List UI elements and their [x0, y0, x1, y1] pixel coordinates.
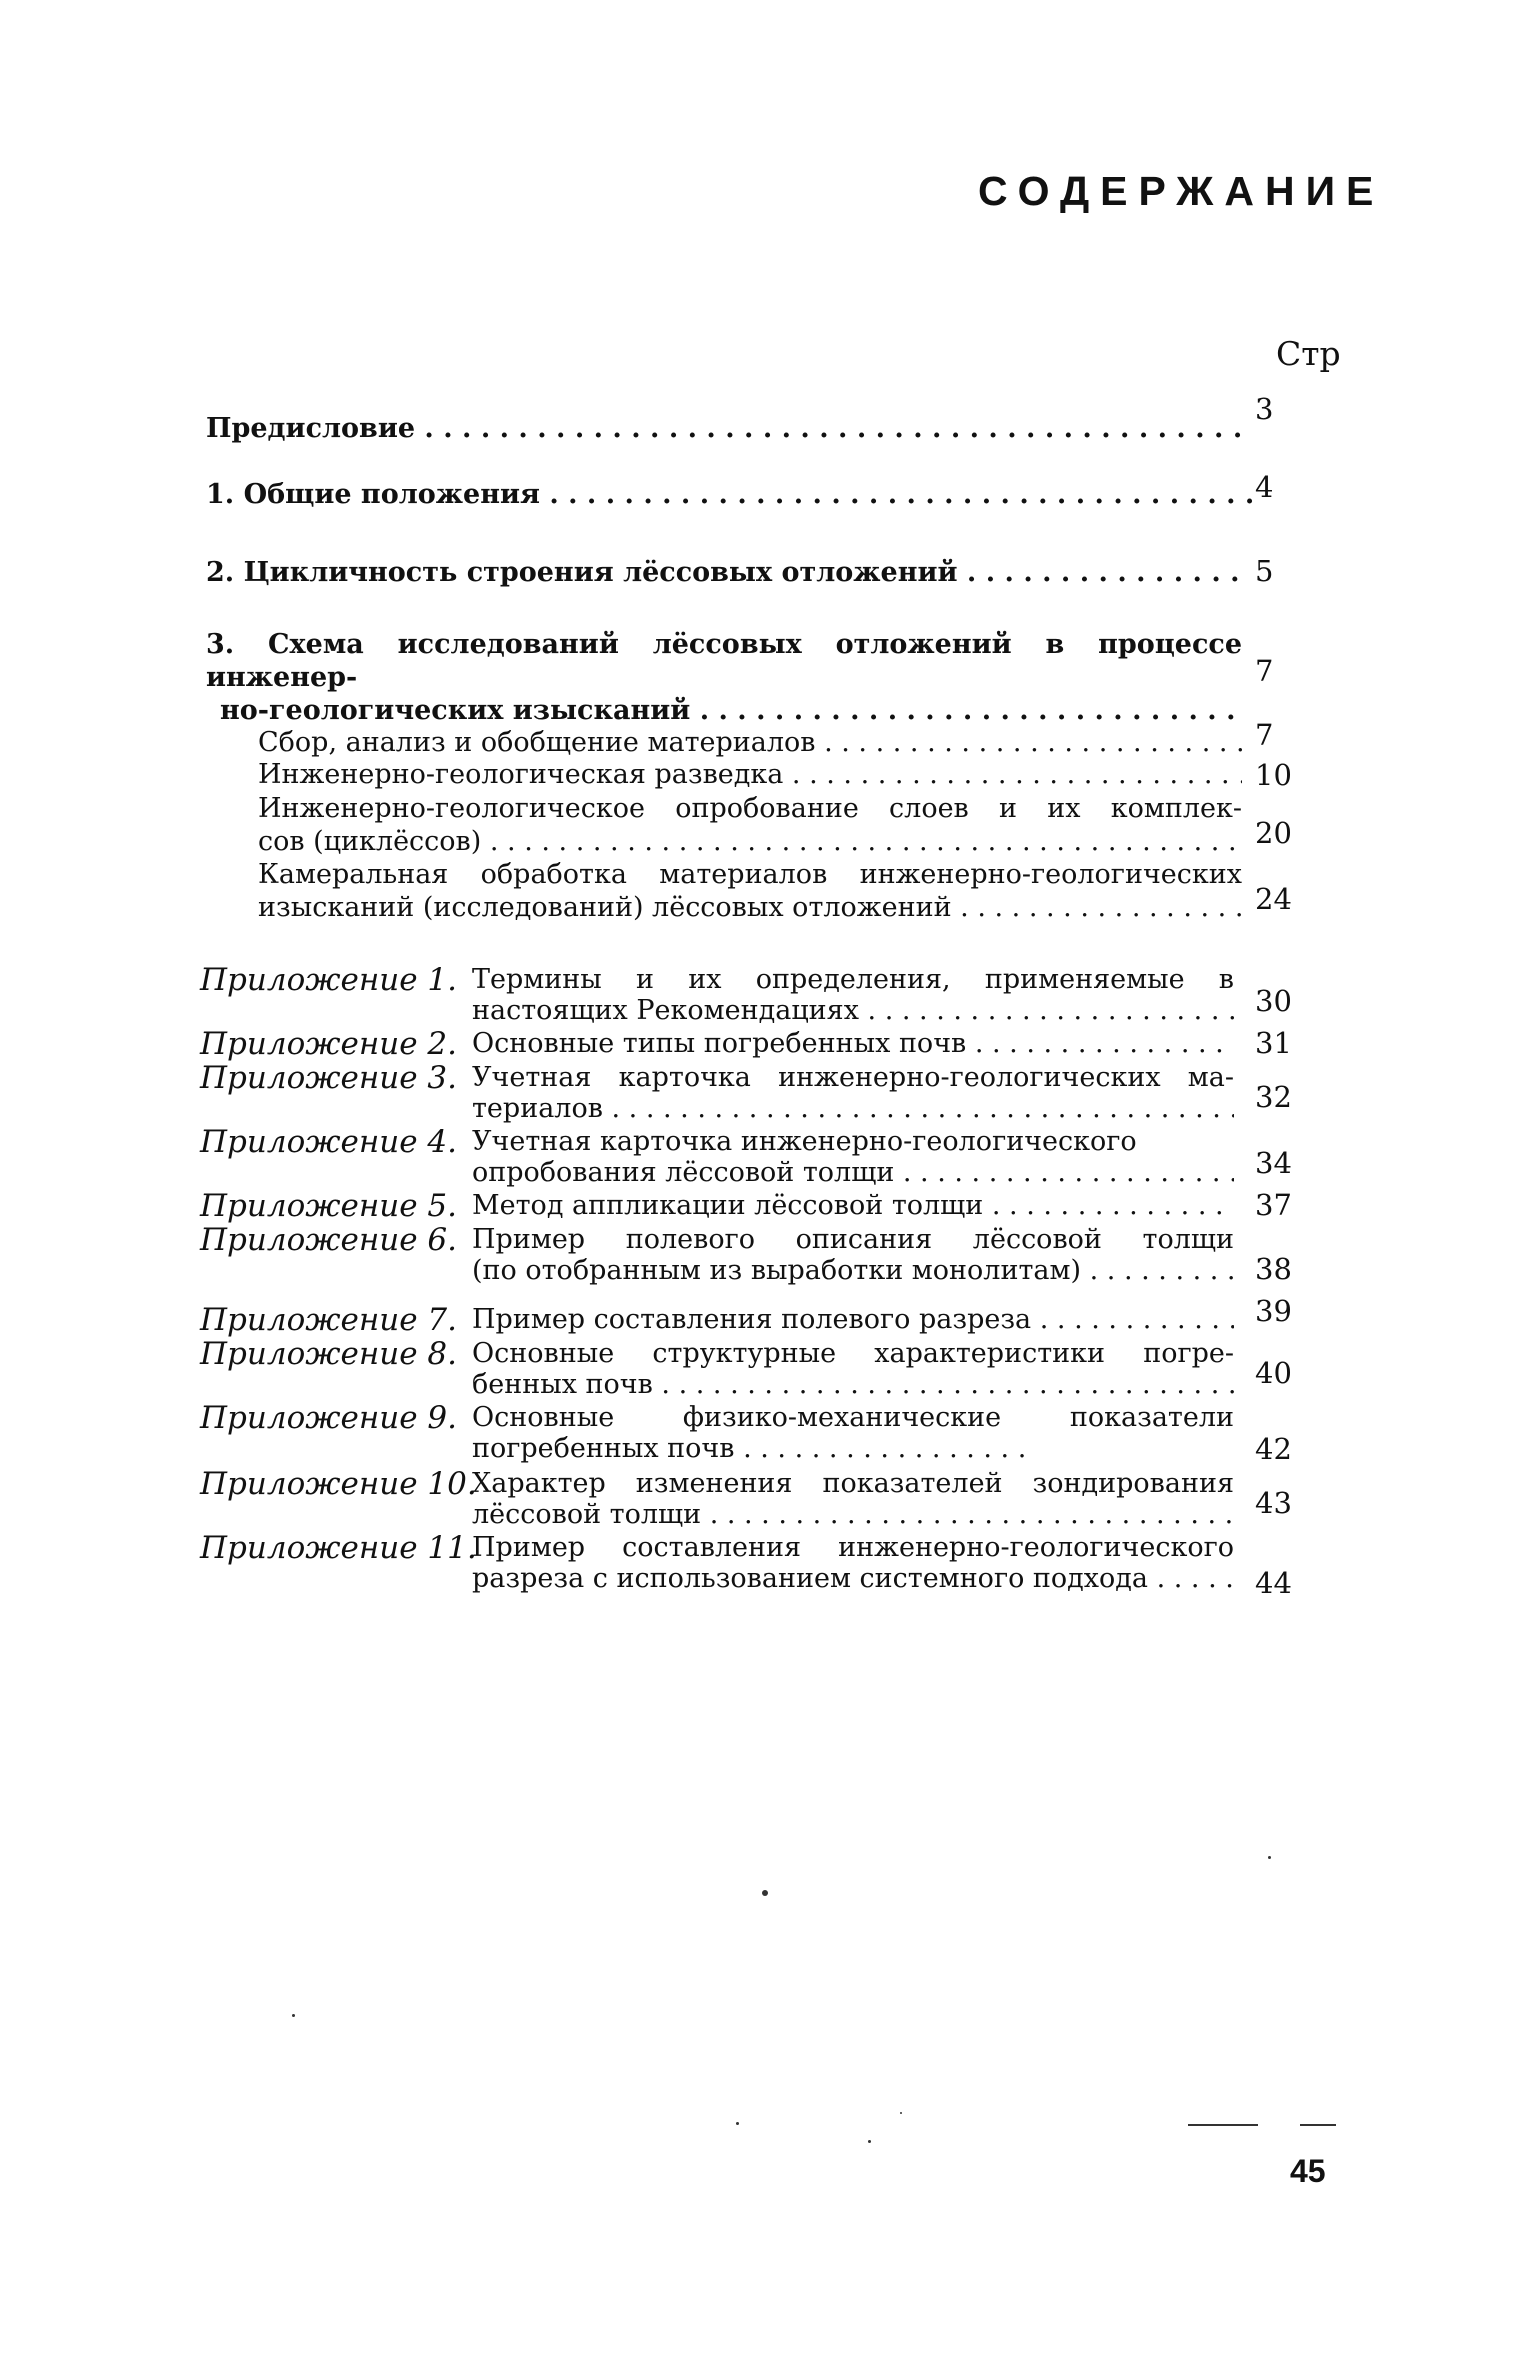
appendix-label: Приложение 4.: [200, 1124, 457, 1160]
scan-speck: [736, 2122, 739, 2125]
toc-entry-preface: [206, 412, 1242, 445]
appendix-label: Приложение 9.: [200, 1400, 457, 1436]
appendix-entry: [472, 1062, 1234, 1124]
entry-text: Камеральная обработка материалов инженерно-геологических: [258, 859, 1242, 890]
entry-text: но-геологических изысканий . . .: [220, 694, 1242, 727]
toc-page: 4: [1255, 470, 1274, 504]
entry-text: (по отобранным из выработки монолитам) . . .: [472, 1255, 1234, 1286]
toc-page: 37: [1255, 1188, 1292, 1222]
appendix-label: Приложение 8.: [200, 1336, 457, 1372]
entry-text: изысканий (исследований) лёссовых отложений . . .: [258, 891, 1242, 924]
scan-speck: [762, 1890, 768, 1896]
entry-text: настоящих Рекомендациях . . .: [472, 995, 1234, 1026]
entry-text: погребенных почв . . .: [472, 1433, 1032, 1464]
toc-page: 44: [1255, 1566, 1292, 1600]
appendix-entry: [472, 1126, 1234, 1188]
toc-subentry-desk: [258, 858, 1242, 924]
entry-text: разреза с использованием системного подхода . . .: [472, 1563, 1234, 1594]
appendix-entry: [472, 1028, 1234, 1059]
entry-text: Термины и их определения, применяемые в: [472, 964, 1234, 995]
toc-page: 34: [1255, 1146, 1292, 1180]
scan-speck: [868, 2140, 871, 2143]
entry-text: 2. Цикличность строения лёссовых отложений . . .: [206, 556, 1242, 589]
appendix-entry: [472, 1532, 1234, 1594]
toc-page: 31: [1255, 1026, 1292, 1060]
toc-entry-scheme: [206, 628, 1242, 727]
toc-page: 30: [1255, 984, 1292, 1018]
toc-subentry-exploration: [258, 758, 1242, 791]
toc-page: 7: [1255, 718, 1274, 752]
appendix-label: Приложение 10.: [200, 1466, 477, 1502]
entry-text: Основные типы погребенных почв . . .: [472, 1028, 1234, 1059]
appendix-label: Приложение 7.: [200, 1302, 457, 1338]
entry-text: Сбор, анализ и обобщение материалов . . .: [258, 726, 1242, 759]
entry-text: териалов . . .: [472, 1093, 1234, 1124]
toc-subentry-collection: [258, 726, 1242, 759]
entry-text: бенных почв . . .: [472, 1369, 1234, 1400]
appendix-entry: [472, 1402, 1234, 1464]
toc-page: 39: [1255, 1294, 1292, 1328]
toc-page: 38: [1255, 1252, 1292, 1286]
entry-text: Предисловие . . .: [206, 412, 1242, 445]
entry-text: Пример составления инженерно-геологического: [472, 1532, 1234, 1563]
entry-text: Характер изменения показателей зондирования: [472, 1468, 1234, 1499]
toc-page: 20: [1255, 816, 1292, 850]
page-column-header: Стр: [1276, 334, 1341, 373]
appendix-label: Приложение 6.: [200, 1222, 457, 1258]
appendix-entry: [472, 1468, 1234, 1530]
entry-text: Учетная карточка инженерно-геологических ма-: [472, 1062, 1234, 1093]
toc-page: 3: [1255, 392, 1274, 426]
entry-text: Пример полевого описания лёссовой толщи: [472, 1224, 1234, 1255]
toc-page: 24: [1255, 882, 1292, 916]
appendix-label: Приложение 3.: [200, 1060, 457, 1096]
entry-text: Основные физико-механические показатели: [472, 1402, 1234, 1433]
appendix-entry: [472, 1190, 1234, 1221]
appendix-entry: [472, 1338, 1234, 1400]
scan-speck: [900, 2112, 902, 2114]
scan-speck: [292, 2014, 295, 2017]
entry-text: Метод аппликации лёссовой толщи . . .: [472, 1190, 1234, 1221]
entry-text: Учетная карточка инженерно-геологического: [472, 1126, 1137, 1157]
entry-text: Инженерно-геологическая разведка . . .: [258, 758, 1242, 791]
appendix-label: Приложение 5.: [200, 1188, 457, 1224]
page-title: СОДЕРЖАНИЕ: [978, 168, 1385, 214]
toc-page: 42: [1255, 1432, 1292, 1466]
entry-text: 1. Общие положения . . .: [206, 478, 1258, 511]
entry-text: опробования лёссовой толщи . . .: [472, 1157, 1234, 1188]
appendix-entry: [472, 1304, 1234, 1335]
footer-rule-marks: [1188, 2113, 1338, 2133]
toc-entry-general: [206, 478, 1258, 511]
toc-page: 7: [1255, 654, 1274, 688]
entry-text: лёссовой толщи . . .: [472, 1499, 1234, 1530]
entry-text: сов (циклёссов) . . .: [258, 825, 1242, 858]
appendix-entry: [472, 964, 1234, 1026]
entry-text: Инженерно-геологическое опробование слоев и их комплек-: [258, 793, 1242, 824]
appendix-label: Приложение 11.: [200, 1530, 477, 1566]
toc-page: 32: [1255, 1080, 1292, 1114]
toc-page: 43: [1255, 1486, 1292, 1520]
entry-text: 3. Схема исследований лёссовых отложений в процессе инженер-: [206, 629, 1242, 693]
appendix-label: Приложение 2.: [200, 1026, 457, 1062]
appendix-label: Приложение 1.: [200, 962, 457, 998]
entry-text: Пример составления полевого разреза . . .: [472, 1304, 1234, 1335]
entry-text: Основные структурные характеристики погре-: [472, 1338, 1234, 1369]
appendix-entry: [472, 1224, 1234, 1286]
toc-entry-cyclicity: [206, 556, 1242, 589]
toc-page: 10: [1255, 758, 1292, 792]
scan-speck: [1268, 1856, 1271, 1859]
toc-page: 5: [1255, 554, 1274, 588]
toc-subentry-sampling: [258, 792, 1242, 858]
page-number: 45: [1290, 2153, 1326, 2189]
toc-page: 40: [1255, 1356, 1292, 1390]
